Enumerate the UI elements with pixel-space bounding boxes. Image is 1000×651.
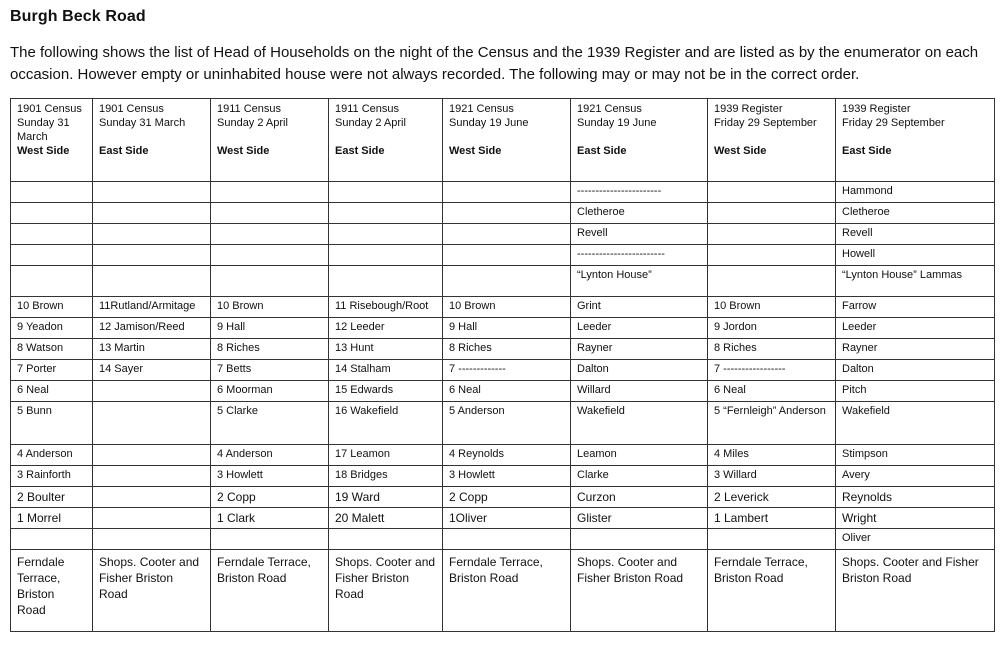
- table-cell: Rayner: [571, 339, 708, 360]
- table-cell: Hammond: [836, 182, 995, 203]
- table-cell: [93, 402, 211, 445]
- table-cell: [11, 203, 93, 224]
- table-cell: Shops. Cooter and Fisher Briston Road: [93, 550, 211, 632]
- table-row: [11, 487, 995, 508]
- table-cell: 12 Leeder: [329, 318, 443, 339]
- table-cell: 3 Willard: [708, 466, 836, 487]
- table-row: [11, 203, 995, 224]
- table-cell: [93, 266, 211, 297]
- table-cell: 9 Yeadon: [11, 318, 93, 339]
- table-cell: [708, 266, 836, 297]
- census-table-body: [11, 99, 995, 632]
- table-cell: [93, 508, 211, 529]
- table-cell: [329, 203, 443, 224]
- table-row: [11, 339, 995, 360]
- table-cell: 2 Boulter: [11, 487, 93, 508]
- table-cell: Shops. Cooter and Fisher Briston Road: [329, 550, 443, 632]
- table-cell: 1 Clark: [211, 508, 329, 529]
- table-cell: 1 Lambert: [708, 508, 836, 529]
- table-cell: [93, 224, 211, 245]
- table-cell: 4 Anderson: [11, 445, 93, 466]
- table-cell: [211, 266, 329, 297]
- table-cell: Grint: [571, 297, 708, 318]
- column-header: [708, 99, 836, 182]
- table-cell: 13 Martin: [93, 339, 211, 360]
- table-cell: ------------------------: [571, 245, 708, 266]
- column-header-line1: 1911 Census: [217, 103, 282, 115]
- table-cell: Rayner: [836, 339, 995, 360]
- table-cell: [443, 182, 571, 203]
- column-header: [836, 99, 995, 182]
- table-row: [11, 466, 995, 487]
- table-row: [11, 402, 995, 445]
- table-cell: [93, 445, 211, 466]
- table-cell: 19 Ward: [329, 487, 443, 508]
- column-header-line2: Sunday 31: [17, 117, 70, 129]
- table-cell: 15 Edwards: [329, 381, 443, 402]
- table-cell: 3 Howlett: [443, 466, 571, 487]
- column-header-line1: 1921 Census: [577, 103, 642, 115]
- column-header-line2: Friday 29 September: [714, 117, 817, 129]
- table-row: [11, 182, 995, 203]
- column-side-label: East Side: [842, 145, 892, 157]
- table-cell: [93, 203, 211, 224]
- table-row: [11, 360, 995, 381]
- table-cell: 4 Miles: [708, 445, 836, 466]
- column-header-line1: 1939 Register: [714, 103, 783, 115]
- table-cell: Pitch: [836, 381, 995, 402]
- table-cell: 5 Anderson: [443, 402, 571, 445]
- column-header: [571, 99, 708, 182]
- table-row: [11, 508, 995, 529]
- table-cell: Leeder: [571, 318, 708, 339]
- table-cell: [93, 182, 211, 203]
- table-cell: 5 Clarke: [211, 402, 329, 445]
- table-cell: Curzon: [571, 487, 708, 508]
- table-row: [11, 445, 995, 466]
- table-cell: Farrow: [836, 297, 995, 318]
- table-cell: Wakefield: [836, 402, 995, 445]
- table-cell: 7 -----------------: [708, 360, 836, 381]
- table-cell: 3 Howlett: [211, 466, 329, 487]
- table-cell: Cletheroe: [836, 203, 995, 224]
- table-cell: -----------------------: [571, 182, 708, 203]
- table-cell: [211, 182, 329, 203]
- column-header-line3: [335, 130, 436, 144]
- table-cell: [708, 245, 836, 266]
- column-header-line1: 1939 Register: [842, 103, 911, 115]
- table-cell: 1Oliver: [443, 508, 571, 529]
- column-header-line2: Sunday 2 April: [335, 117, 406, 129]
- column-header-line2: Sunday 2 April: [217, 117, 288, 129]
- table-cell: [329, 224, 443, 245]
- table-cell: 14 Sayer: [93, 360, 211, 381]
- table-cell: Clarke: [571, 466, 708, 487]
- table-cell: 7 Betts: [211, 360, 329, 381]
- table-cell: Leeder: [836, 318, 995, 339]
- column-header-line3: [99, 130, 204, 144]
- column-side-label: East Side: [577, 145, 627, 157]
- table-cell: 10 Brown: [443, 297, 571, 318]
- table-cell: 14 Stalham: [329, 360, 443, 381]
- table-cell: “Lynton House”: [571, 266, 708, 297]
- table-cell: Leamon: [571, 445, 708, 466]
- table-cell: 7 Porter: [11, 360, 93, 381]
- intro-paragraph: The following shows the list of Head of Households on the night of the Census and the 1939 Register and are listed as by the enumerator on each occasion. However empty or uninhabited house were not always recorded. The following may or may not be in the correct order.: [10, 44, 979, 83]
- table-row: [11, 550, 995, 632]
- table-cell: [93, 245, 211, 266]
- table-cell: 5 Bunn: [11, 402, 93, 445]
- table-cell: 12 Jamison/Reed: [93, 318, 211, 339]
- table-cell: [211, 529, 329, 550]
- column-header-line2: Sunday 19 June: [449, 117, 529, 129]
- column-side-label: West Side: [714, 145, 767, 157]
- table-cell: Wakefield: [571, 402, 708, 445]
- table-cell: 10 Brown: [708, 297, 836, 318]
- table-cell: [443, 245, 571, 266]
- table-cell: 20 Malett: [329, 508, 443, 529]
- column-header: [211, 99, 329, 182]
- table-cell: 6 Neal: [11, 381, 93, 402]
- table-header-row: [11, 99, 995, 182]
- table-row: [11, 266, 995, 297]
- table-cell: [93, 487, 211, 508]
- table-cell: 6 Neal: [443, 381, 571, 402]
- column-header-line3: [714, 130, 829, 144]
- column-header-line3: [449, 130, 564, 144]
- table-cell: [329, 529, 443, 550]
- table-row: [11, 224, 995, 245]
- table-cell: 10 Brown: [211, 297, 329, 318]
- column-header-line1: 1901 Census: [99, 103, 164, 115]
- table-cell: [708, 182, 836, 203]
- table-cell: [11, 529, 93, 550]
- table-cell: [443, 266, 571, 297]
- table-cell: 7 -------------: [443, 360, 571, 381]
- column-header-line3: [842, 130, 988, 144]
- census-table: [10, 98, 995, 632]
- table-cell: “Lynton House” Lammas: [836, 266, 995, 297]
- table-cell: 2 Copp: [443, 487, 571, 508]
- table-cell: [443, 203, 571, 224]
- table-cell: Reynolds: [836, 487, 995, 508]
- column-header-line1: 1901 Census: [17, 103, 82, 115]
- table-cell: [11, 245, 93, 266]
- table-row: [11, 245, 995, 266]
- table-cell: Willard: [571, 381, 708, 402]
- table-cell: [443, 224, 571, 245]
- table-row: [11, 297, 995, 318]
- table-cell: Ferndale Terrace, Briston Road: [443, 550, 571, 632]
- table-cell: 8 Riches: [443, 339, 571, 360]
- table-row: [11, 381, 995, 402]
- column-header: [329, 99, 443, 182]
- table-row: [11, 529, 995, 550]
- table-cell: Dalton: [571, 360, 708, 381]
- table-cell: 8 Riches: [211, 339, 329, 360]
- table-cell: Shops. Cooter and Fisher Briston Road: [836, 550, 995, 632]
- table-cell: Glister: [571, 508, 708, 529]
- table-cell: 5 “Fernleigh” Anderson: [708, 402, 836, 445]
- column-header: [443, 99, 571, 182]
- column-header-line3: [217, 130, 322, 144]
- column-side-label: West Side: [217, 145, 270, 157]
- table-cell: Ferndale Terrace, Briston Road: [11, 550, 93, 632]
- table-cell: 18 Bridges: [329, 466, 443, 487]
- table-cell: Oliver: [836, 529, 995, 550]
- table-cell: Dalton: [836, 360, 995, 381]
- table-cell: [708, 529, 836, 550]
- table-cell: [329, 245, 443, 266]
- table-cell: [329, 182, 443, 203]
- table-cell: [11, 266, 93, 297]
- table-cell: 8 Riches: [708, 339, 836, 360]
- table-cell: 9 Jordon: [708, 318, 836, 339]
- table-cell: [571, 529, 708, 550]
- table-cell: [443, 529, 571, 550]
- table-cell: 3 Rainforth: [11, 466, 93, 487]
- table-cell: Stimpson: [836, 445, 995, 466]
- column-header-line2: Sunday 31 March: [99, 117, 186, 129]
- table-cell: Wright: [836, 508, 995, 529]
- table-cell: [11, 224, 93, 245]
- table-cell: 2 Leverick: [708, 487, 836, 508]
- table-cell: 8 Watson: [11, 339, 93, 360]
- table-cell: 11 Risebough/Root: [329, 297, 443, 318]
- table-cell: [708, 224, 836, 245]
- table-cell: [93, 529, 211, 550]
- table-cell: [211, 203, 329, 224]
- column-header-line3: March: [17, 131, 48, 143]
- table-cell: Avery: [836, 466, 995, 487]
- table-cell: 6 Moorman: [211, 381, 329, 402]
- column-side-label: West Side: [449, 145, 502, 157]
- table-cell: Ferndale Terrace, Briston Road: [211, 550, 329, 632]
- table-cell: 9 Hall: [443, 318, 571, 339]
- column-header-line2: Sunday 19 June: [577, 117, 657, 129]
- column-header-line2: Friday 29 September: [842, 117, 945, 129]
- table-cell: 10 Brown: [11, 297, 93, 318]
- table-cell: 13 Hunt: [329, 339, 443, 360]
- table-cell: [211, 224, 329, 245]
- table-cell: 1 Morrel: [11, 508, 93, 529]
- table-cell: 2 Copp: [211, 487, 329, 508]
- table-cell: [211, 245, 329, 266]
- table-cell: 6 Neal: [708, 381, 836, 402]
- column-header: [93, 99, 211, 182]
- column-header: [11, 99, 93, 182]
- column-header-line1: 1911 Census: [335, 103, 400, 115]
- column-side-label: West Side: [17, 145, 70, 157]
- table-cell: 9 Hall: [211, 318, 329, 339]
- column-header-line3: [577, 130, 701, 144]
- table-cell: [93, 381, 211, 402]
- table-cell: Shops. Cooter and Fisher Briston Road: [571, 550, 708, 632]
- table-cell: Ferndale Terrace, Briston Road: [708, 550, 836, 632]
- page-title: Burgh Beck Road: [10, 8, 146, 25]
- column-side-label: East Side: [335, 145, 385, 157]
- table-cell: [93, 466, 211, 487]
- table-cell: 16 Wakefield: [329, 402, 443, 445]
- table-cell: 4 Anderson: [211, 445, 329, 466]
- column-side-label: East Side: [99, 145, 149, 157]
- column-header-line1: 1921 Census: [449, 103, 514, 115]
- table-row: [11, 318, 995, 339]
- table-cell: 11Rutland/Armitage: [93, 297, 211, 318]
- table-cell: [329, 266, 443, 297]
- table-cell: [708, 203, 836, 224]
- table-cell: [11, 182, 93, 203]
- table-cell: Howell: [836, 245, 995, 266]
- table-cell: Cletheroe: [571, 203, 708, 224]
- table-cell: 17 Leamon: [329, 445, 443, 466]
- table-cell: Revell: [836, 224, 995, 245]
- table-cell: Revell: [571, 224, 708, 245]
- table-cell: 4 Reynolds: [443, 445, 571, 466]
